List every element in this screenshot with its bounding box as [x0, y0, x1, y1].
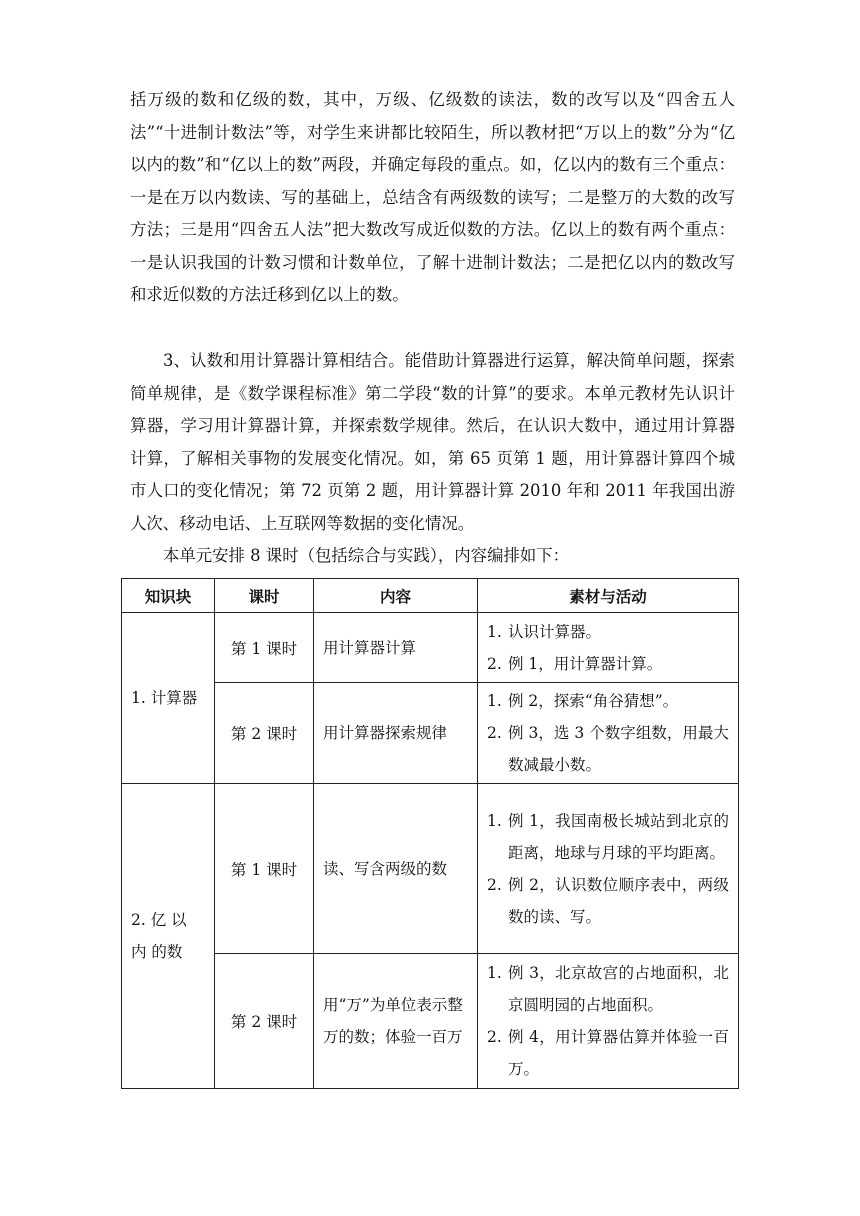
period-cell: 第 1 课时: [215, 784, 314, 954]
list-item: 2. 例 4，用计算器估算并体验一百万。: [487, 1028, 729, 1078]
block-cell: 2. 亿 以 内 的数: [122, 784, 215, 1089]
header-period: 课时: [215, 579, 314, 613]
table-row: [122, 784, 739, 954]
lesson-plan-table: [121, 578, 739, 1089]
period-cell: 第 2 课时: [215, 683, 314, 784]
content-cell: 读、写含两级的数: [314, 784, 478, 954]
list-item: 2. 例 1，用计算器计算。: [487, 654, 663, 673]
list-item: 2. 例 2，认识数位顺序表中，两级数的读、写。: [487, 875, 729, 926]
header-content: 内容: [314, 579, 478, 613]
list-item: 1. 例 1，我国南极长城站到北京的距离，地球与月球的平均距离。: [487, 811, 729, 862]
body-paragraph-2: 3、认数和用计算器计算相结合。能借助计算器进行运算，解决简单问题，探索简单规律，是《数学课程标准》第二学段“数的计算”的要求。本单元教材先认识计算器，学习用计算器计算，并探索数学规律。然后，在认识大数中，通过用计算器计算，了解相关事物的发展变化情况。如，第 65 页第 1 题，用计算器计算四个城市人口的变化情况；第 72 页第 2 题，用计算器计算 2010 年和 2011 年我国出游人次、移动电话、上互联网等数据的变化情况。: [130, 351, 735, 533]
activities-cell: [478, 613, 739, 683]
table-intro: 本单元安排 8 课时（包括综合与实践），内容编排如下：: [163, 546, 570, 565]
list-item: 1. 例 2，探索“角谷猜想”。: [487, 692, 679, 710]
activities-cell: [478, 683, 739, 784]
list-item: 1. 认识计算器。: [487, 622, 602, 641]
activities-cell: [478, 954, 739, 1089]
table-header-row: [122, 579, 739, 613]
header-block: 知识块: [122, 579, 215, 613]
body-paragraph-1: 括万级的数和亿级的数，其中，万级、亿级数的读法，数的改写以及“四舍五人法”“十进制计数法”等，对学生来讲都比较陌生，所以教材把“万以上的数”分为“亿以内的数”和“亿以上的数”两段，并确定每段的重点。如，亿以内的数有三个重点：一是在万以内数读、写的基础上，总结含有两级数的读写；二是整万的大数的改写方法；三是用“四舍五人法”把大数改写成近似数的方法。亿以上的数有两个重点：一是认识我国的计数习惯和计数单位，了解十进制计数法；二是把亿以内的数改写和求近似数的方法迁移到亿以上的数。: [130, 90, 735, 304]
content-cell: 用“万”为单位表示整万的数；体验一百万: [314, 954, 478, 1089]
table-row: [122, 954, 739, 1089]
table-row: [122, 683, 739, 784]
period-cell: 第 1 课时: [215, 613, 314, 683]
table-row: [122, 613, 739, 683]
block-cell: 1. 计算器: [122, 613, 215, 784]
content-cell: 用计算器探索规律: [314, 683, 478, 784]
header-activities: 素材与活动: [478, 579, 739, 613]
period-cell: 第 2 课时: [215, 954, 314, 1089]
list-item: 2. 例 3，选 3 个数字组数，用最大数减最小数。: [487, 724, 729, 774]
activities-cell: [478, 784, 739, 954]
list-item: 1. 例 3，北京故宫的占地面积，北京圆明园的占地面积。: [487, 964, 729, 1014]
content-cell: 用计算器计算: [314, 613, 478, 683]
